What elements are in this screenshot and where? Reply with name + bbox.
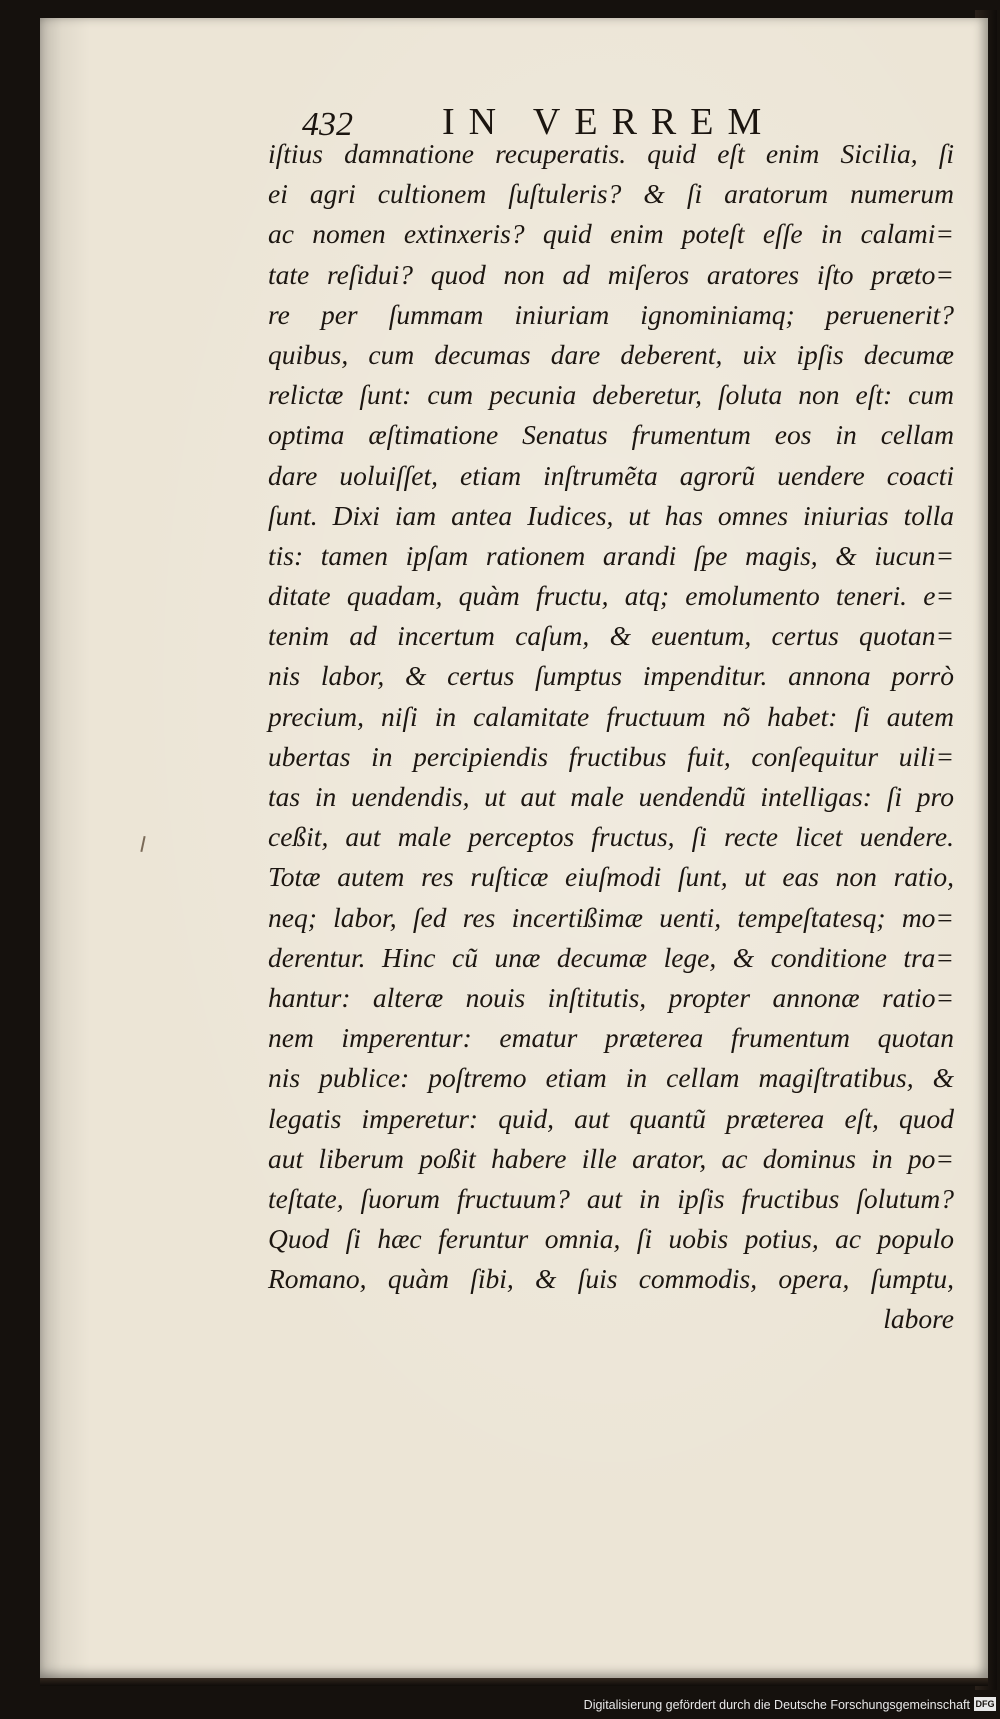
text-line: tas in uendendis, ut aut male uendendũ intelligas: ſi pro: [268, 781, 954, 812]
catchword: labore: [883, 1303, 954, 1335]
text-line: nem imperentur: ematur præterea frumentum quotan: [268, 1022, 954, 1054]
text-line: quibus, cum decumas dare deberent, uix ipſis decumæ: [268, 338, 954, 370]
funding-credit: Digitalisierung gefördert durch die Deutsche Forschungsgemeinschaft: [583, 1698, 970, 1712]
body-text: [268, 134, 954, 1340]
text-line: derentur. Hinc cũ unæ decumæ lege, & conditione tra=: [268, 941, 954, 973]
text-line: re per ſummam iniuriam ignominiamq; peruenerit?: [268, 298, 954, 330]
text-line: Totæ autem res ruſticæ eiuſmodi ſunt, ut eas non ratio,: [268, 861, 954, 893]
text-line: Romano, quàm ſibi, & ſuis commodis, opera, ſumptu,: [268, 1263, 954, 1295]
text-line: hantur: alteræ nouis inſtitutis, propter annonæ ratio=: [268, 981, 954, 1013]
text-line: nis labor, & certus ſumptus impenditur. annona porrò: [268, 660, 954, 692]
text-line: ſunt. Dixi iam antea Iudices, ut has omnes iniurias tolla: [268, 499, 954, 531]
text-line: nis publice: poſtremo etiam in cellam magiſtratibus, &: [268, 1062, 954, 1094]
running-head: IN VERREM: [442, 101, 776, 143]
dfg-logo-icon: DFG: [975, 1699, 995, 1709]
text-line: tenim ad incertum caſum, & euentum, certus quotan=: [268, 620, 954, 652]
text-line: tate reſidui? quod non ad miſeros aratores iſto præto=: [268, 258, 954, 290]
page-number: 432: [302, 106, 353, 143]
text-line: relictæ ſunt: cum pecunia deberetur, ſoluta non eſt: cum: [268, 379, 954, 411]
text-line: aut liberum poßit habere ille arator, ac dominus in po=: [268, 1142, 954, 1174]
text-line: ubertas in percipiendis fructibus fuit, conſequitur uili=: [268, 740, 954, 772]
text-line: ac nomen extinxeris? quid enim poteſt eſſe in calami=: [268, 218, 954, 250]
text-line: ditate quadam, quàm fructu, atq; emolumento teneri. e=: [268, 580, 954, 612]
text-line: legatis imperetur: quid, aut quantũ præterea eſt, quod: [268, 1102, 954, 1134]
text-line: ei agri cultionem ſuſtuleris? & ſi aratorum numerum: [268, 178, 954, 210]
text-line: ceßit, aut male perceptos fructus, ſi recte licet uendere.: [268, 821, 954, 853]
text-line: Quod ſi hæc feruntur omnia, ſi uobis potius, ac populo: [268, 1223, 954, 1255]
text-line: neq; labor, ſed res incertißimæ uenti, tempeſtatesq; mo=: [268, 901, 954, 933]
text-line: teſtate, ſuorum fructuum? aut in ipſis fructibus ſolutum?: [268, 1182, 954, 1214]
text-line: iſtius damnatione recuperatis. quid eſt enim Sicilia, ſi: [268, 138, 954, 169]
text-line: dare uoluiſſet, etiam inſtrumẽta agrorũ uendere coacti: [268, 459, 954, 491]
text-line: tis: tamen ipſam rationem arandi ſpe magis, & iucun=: [268, 539, 954, 571]
text-line: optima æſtimatione Senatus frumentum eos in cellam: [268, 419, 954, 451]
text-line: precium, niſi in calamitate fructuum nõ habet: ſi autem: [268, 700, 954, 732]
